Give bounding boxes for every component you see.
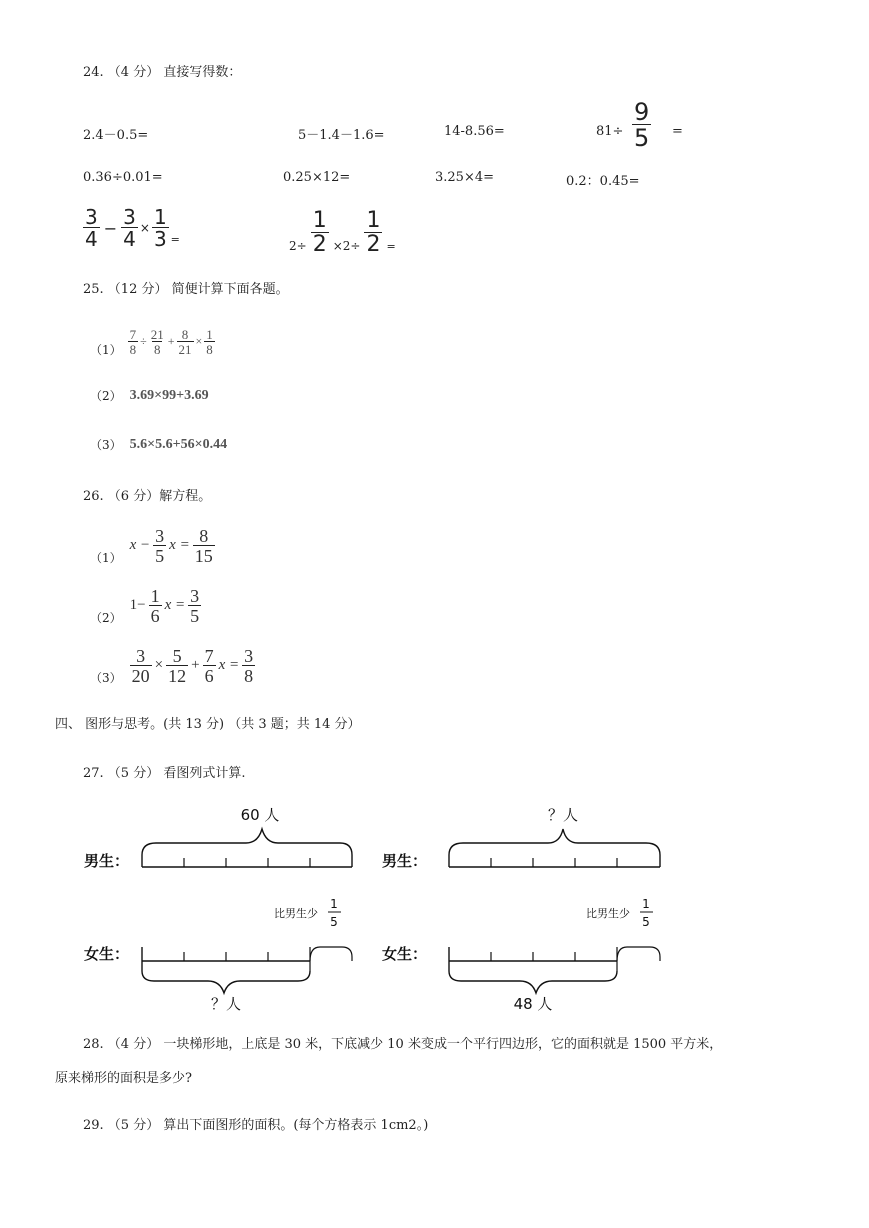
right-girls-label: 女生： — [382, 945, 428, 963]
left-bottom-label: ？人 — [210, 995, 242, 1013]
section-4-header: 四、 图形与思考。(共 13 分) （共 3 题；共 14 分） — [55, 717, 361, 732]
q24-item-3: 14-8.56= — [444, 124, 505, 139]
right-boys-label: 男生： — [382, 852, 428, 870]
q24-item-10: 2÷ $\frac{1}{2}$ ×2÷ $\frac{1}{2}$ = — [289, 208, 396, 257]
q24-item-1: 2.4－0.5= — [83, 128, 149, 143]
q25-header: 25. （12 分） 简便计算下面各题。 — [83, 282, 289, 297]
q24-item-2: 5－1.4－1.6= — [298, 128, 385, 143]
left-bottom-brace — [142, 971, 310, 993]
q25-item-3: （3） 5.6×5.6+56×0.44 — [90, 436, 228, 452]
q24-item-8: 0.2：0.45= — [566, 174, 640, 189]
q27-right-diagram — [382, 806, 660, 1013]
q28-line-2: 原来梯形的面积是多少? — [55, 1071, 192, 1086]
left-boys-label: 男生： — [84, 852, 130, 870]
q24-item-4: 81÷ — [596, 124, 624, 139]
left-top-brace — [142, 829, 352, 855]
q24-item-5: 0.36÷0.01= — [83, 170, 163, 185]
q24-header: 24. （4 分） 直接写得数： — [83, 65, 242, 80]
q24-item-7: 3.25×4= — [435, 170, 495, 185]
right-note-numerator: 1 — [642, 897, 650, 911]
q29-header: 29. （5 分） 算出下面图形的面积。(每个方格表示 1cm2。) — [83, 1118, 429, 1133]
q26-item-1: （1） x − $\frac{3}{5}$ x = $\frac{8}{15}$ — [90, 525, 213, 566]
right-bottom-brace — [449, 971, 617, 993]
q24-item-4-fraction: $\frac{9}{5}$ — [634, 98, 650, 152]
q27-header: 27. （5 分） 看图列式计算. — [83, 766, 246, 781]
q24-item-4-equals: = — [672, 124, 683, 139]
q25-item-2: （2） 3.69×99+3.69 — [90, 387, 209, 403]
q28-line-1: 28. （4 分） 一块梯形地，上底是 30 米，下底减少 10 米变成一个平行四边形，它的面积就是 1500 平方米， — [83, 1037, 723, 1052]
q27-left-diagram — [84, 806, 352, 1013]
q26-item-3: （3） $\frac{3}{20}$ × $\frac{5}{12}$ + $\frac{7}{6}$ x = $\frac{3}{8}$ — [90, 645, 254, 686]
right-note-denominator: 5 — [642, 915, 650, 929]
right-top-label: ？人 — [547, 806, 579, 824]
q26-header: 26. （6 分）解方程。 — [83, 489, 212, 504]
left-top-label: 60 人 — [240, 806, 280, 824]
left-girls-label: 女生： — [84, 945, 130, 963]
left-note-numerator: 1 — [330, 897, 338, 911]
q24-item-6: 0.25×12= — [283, 170, 351, 185]
q25-item-1: （1） $\frac{7}{8}$ ÷ $\frac{21}{8}$ + $\frac{8}{21}$ × $\frac{1}{8}$ — [90, 326, 213, 357]
left-note-denominator: 5 — [330, 915, 338, 929]
q24-item-9: $\frac{3}{4}$ − $\frac{3}{4}$ × $\frac{1}{3}$ = — [85, 205, 180, 251]
right-bottom-label: 48 人 — [513, 995, 553, 1013]
left-note: 比男生少 — [274, 907, 318, 920]
right-note: 比男生少 — [586, 907, 630, 920]
q26-item-2: （2） 1− $\frac{1}{6}$ x = $\frac{3}{5}$ — [90, 585, 200, 626]
right-top-brace — [449, 829, 660, 855]
q27-diagrams — [0, 795, 869, 1015]
